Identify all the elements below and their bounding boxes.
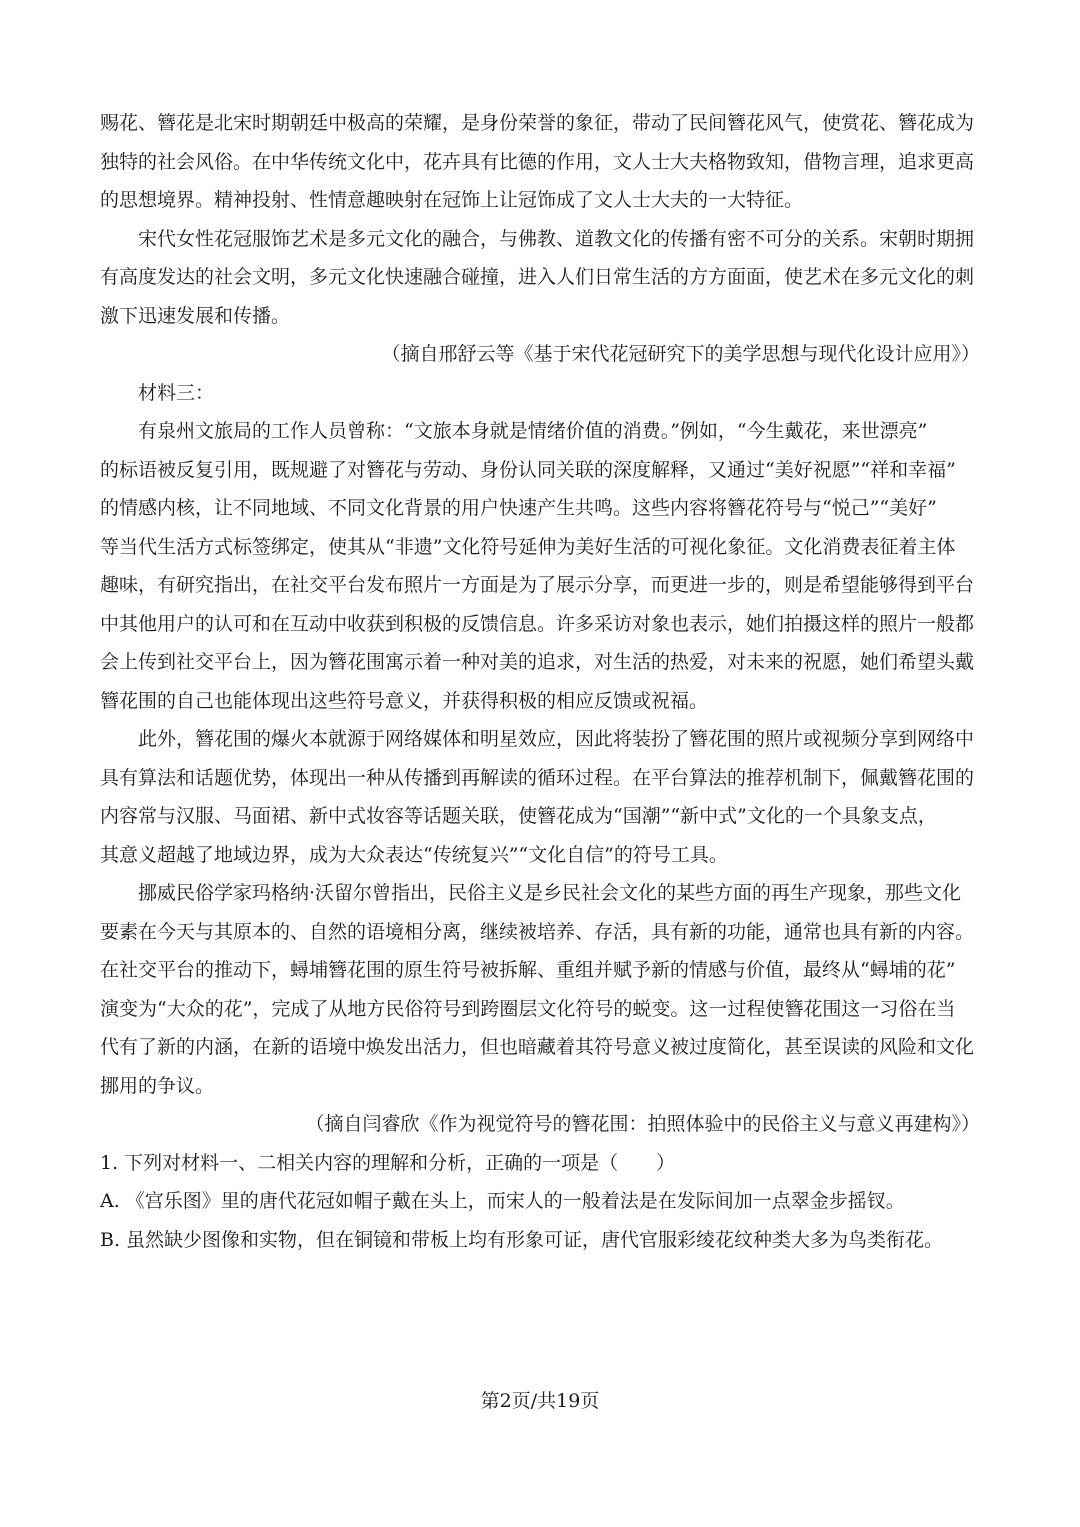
text-line: 趣味，有研究指出，在社交平台发布照片一方面是为了展示分享，而更进一步的，则是希望能够得到平台 [100, 574, 975, 596]
document-body [100, 104, 980, 1259]
text-line: 要素在今天与其原本的、自然的语境相分离，继续被培养、存活，具有新的功能，通常也具有新的内容。 [100, 920, 975, 943]
text-line: 会上传到社交平台上，因为簪花围寓示着一种对美的追求，对生活的热爱，对未来的祝愿，她们希望头戴 [100, 651, 975, 673]
text-line: 内容常与汉服、马面裙、新中式妆容等话题关联，使簪花成为“国潮”“新中式”文化的一个具象支点， [100, 805, 937, 827]
text-line: 挪用的争议。 [100, 1074, 215, 1097]
page-number: 第2页/共19页 [480, 1390, 600, 1412]
answer-option-a: A. 《宫乐图》里的唐代花冠如帽子戴在头上，而宋人的一般着法是在发际间加一点翠金步摇钗。 [100, 1190, 905, 1212]
text-line: 的情感内核，让不同地域、不同文化背景的用户快速产生共鸣。这些内容将簪花符号与“悦己”“美好” [100, 497, 937, 519]
text-line: 有高度发达的社会文明，多元文化快速融合碰撞，进入人们日常生活的方方面面，使艺术在多元文化的刺 [100, 266, 975, 288]
text-line: 具有算法和话题优势，体现出一种从传播到再解读的循环过程。在平台算法的推荐机制下，佩戴簪花围的 [100, 766, 975, 789]
paragraph-start: 此外，簪花围的爆火本就源于网络媒体和明星效应，因此将装扮了簪花围的照片或视频分享到网络中 [138, 728, 975, 750]
text-line: 代有了新的内涵，在新的语境中焕发出活力，但也暗藏着其符号意义被过度简化，甚至误读的风险和文化 [100, 1036, 975, 1058]
text-line: 独特的社会风俗。在中华传统文化中，花卉具有比德的作用，文人士大夫格物致知，借物言理，追求更高 [100, 150, 975, 173]
text-line: 赐花、簪花是北宋时期朝廷中极高的荣耀，是身份荣誉的象征，带动了民间簪花风气，使赏花、簪花成为 [100, 112, 975, 134]
text-line: 簪花围的自己也能体现出这些符号意义，并获得积极的相应反馈或祝福。 [100, 689, 709, 712]
paragraph-start: 宋代女性花冠服饰艺术是多元文化的融合，与佛教、道教文化的传播有密不可分的关系。宋朝时期拥 [138, 227, 975, 250]
source-citation: （摘自邢舒云等《基于宋代花冠研究下的美学思想与现代化设计应用》） [381, 343, 980, 365]
paragraph-start: 有泉州文旅局的工作人员曾称：“文旅本身就是情绪价值的消费。”例如，“今生戴花，来世漂亮” [138, 420, 928, 442]
answer-option-b: B. 虽然缺少图像和实物，但在铜镜和带板上均有形象可证，唐代官服彩绫花纹种类大多为鸟类衔花。 [100, 1228, 944, 1251]
text-line: 的思想境界。精神投射、性情意趣映射在冠饰上让冠饰成了文人士大夫的一大特征。 [100, 189, 804, 211]
source-citation: （摘自闫睿欣《作为视觉符号的簪花围：拍照体验中的民俗主义与意义再建构》） [305, 1113, 980, 1135]
section-heading: 材料三： [138, 381, 215, 404]
text-line: 等当代生活方式标签绑定，使其从“非遗”文化符号延伸为美好生活的可视化象征。文化消费表征着主体 [100, 535, 956, 558]
paragraph-start: 挪威民俗学家玛格纳·沃留尔曾指出，民俗主义是乡民社会文化的某些方面的再生产现象，那些文化 [138, 882, 962, 904]
text-line: 激下迅速发展和传播。 [100, 304, 291, 327]
text-line: 中其他用户的认可和在互动中收获到积极的反馈信息。许多采访对象也表示，她们拍摄这样的照片一般都 [100, 612, 975, 635]
text-line: 的标语被反复引用，既规避了对簪花与劳动、身份认同关联的深度解释，又通过“美好祝愿”“祥和幸福” [100, 458, 956, 481]
text-line: 演变为“大众的花”，完成了从地方民俗符号到跨圈层文化符号的蜕变。这一过程使簪花围这一习俗在当 [100, 997, 956, 1020]
text-line: 其意义超越了地域边界，成为大众表达“传统复兴”“文化自信”的符号工具。 [100, 843, 728, 866]
question-stem: 1. 下列对材料一、二相关内容的理解和分析，正确的一项是（ ） [100, 1151, 676, 1174]
text-line: 在社交平台的推动下，蟳埔簪花围的原生符号被拆解、重组并赋予新的情感与价值，最终从“蟳埔的花” [100, 959, 956, 981]
